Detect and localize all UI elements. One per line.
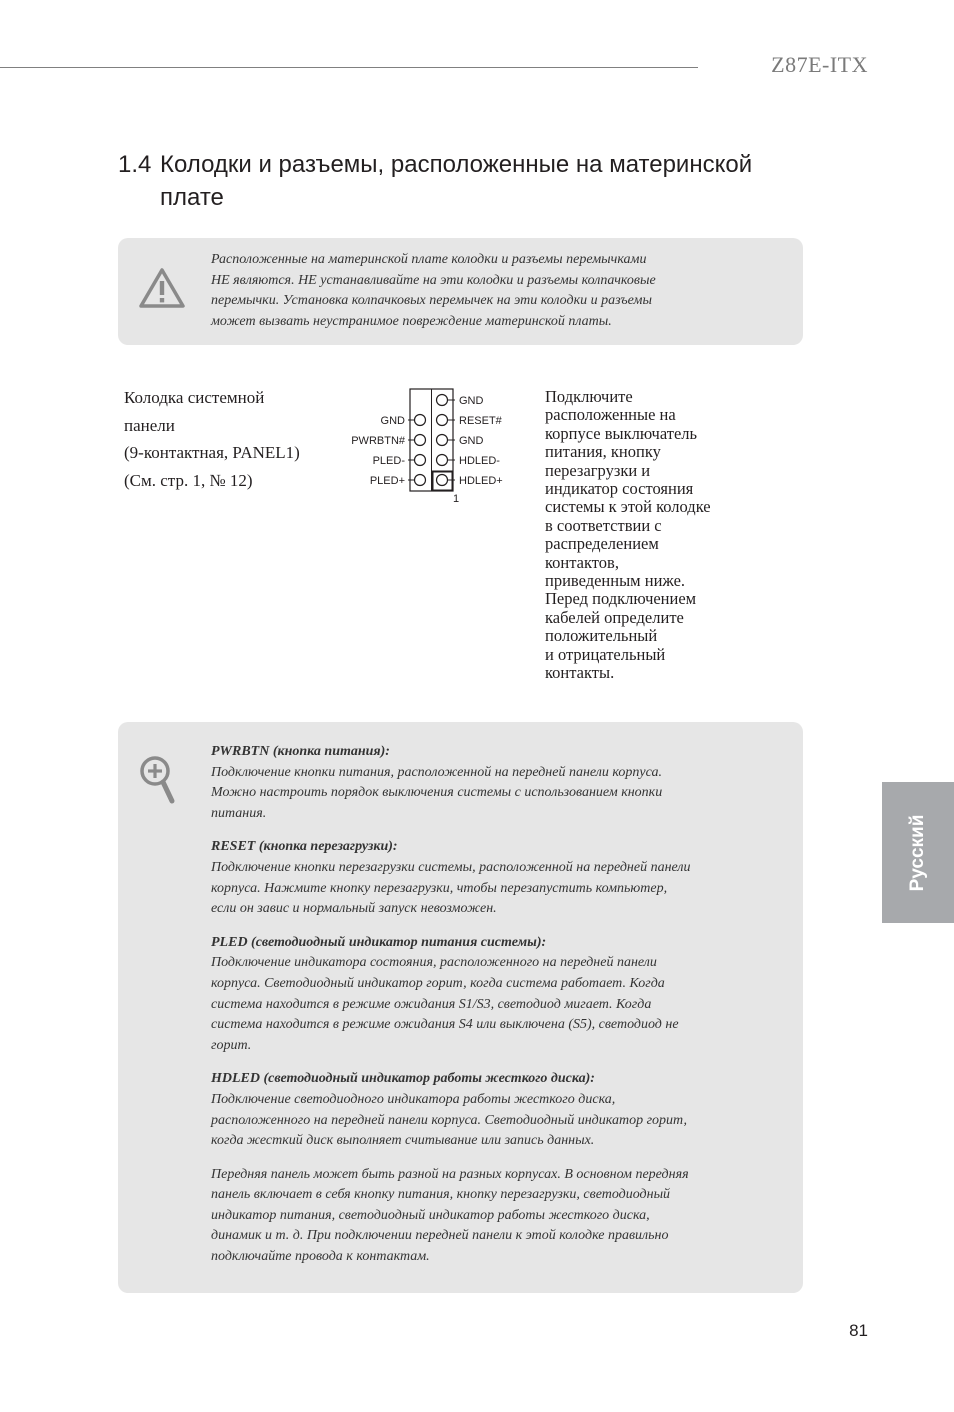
pin — [437, 455, 448, 466]
description-line: контакты. — [545, 663, 615, 683]
pin-label-right: GND — [459, 435, 484, 447]
tip-line: когда жесткий диск выполняет считывание или запись данных. — [211, 1133, 595, 1149]
warning-line: НЕ являются. НЕ устанавливайте на эти колодки и разъемы колпачковые — [211, 272, 656, 288]
warning-triangle-icon — [138, 266, 186, 315]
tip-item — [211, 742, 751, 824]
description-line: перезагрузки и — [545, 460, 651, 480]
tip-line: система находится в режиме ожидания S1/S3, светодиод мигает. Когда — [211, 996, 652, 1012]
pin — [415, 455, 426, 466]
model-name: Z87E-ITX — [771, 52, 868, 77]
pin — [415, 475, 426, 486]
pin-label-left: PLED- — [372, 455, 405, 467]
connector-label-line: (9-контактная, PANEL1) — [124, 443, 300, 462]
pin1-marker: 1 — [453, 493, 460, 505]
pin-label-right: RESET# — [459, 415, 502, 427]
tip-line: Подключение индикатора состояния, расположенного на передней панели — [211, 955, 657, 971]
tip-line: горит. — [211, 1037, 252, 1053]
section-number: 1.4 — [118, 151, 152, 178]
description-line: в соответствии с — [545, 515, 662, 535]
section-heading: Колодки и разъемы, расположенные на материнской плате — [160, 151, 753, 211]
tip-line: питания. — [211, 805, 267, 821]
tip-heading: PWRBTN (кнопка питания): — [211, 744, 390, 759]
pin — [415, 435, 426, 446]
pin-label-left: PWRBTN# — [351, 435, 405, 447]
connector-label-line: панели — [124, 415, 175, 435]
tip-line: система находится в режиме ожидания S4 или выключена (S5), светодиод не — [211, 1017, 679, 1033]
warning-line: Расположенные на материнской плате колодки и разъемы перемычками — [211, 252, 647, 267]
tip-heading: RESET (кнопка перезагрузки): — [211, 839, 398, 855]
pin-label-left: GND — [380, 415, 405, 427]
tip-line: Передняя панель может быть разной на разных корпусах. В основном передняя — [211, 1166, 689, 1182]
language-tab — [882, 782, 954, 923]
connector-label-line: Колодка системной — [124, 388, 265, 407]
magnifier-plus-icon — [138, 754, 178, 811]
tip-note — [118, 722, 803, 1293]
tip-line: подключайте провода к контактам. — [211, 1249, 430, 1265]
tip-line: Подключение светодиодного индикатора работы жесткого диска, — [211, 1091, 616, 1107]
pin — [437, 395, 448, 406]
pin-label-right: GND — [459, 395, 484, 407]
tip-item — [211, 1165, 751, 1268]
description-line: корпусе выключатель — [545, 423, 698, 443]
language-tab-label: Русский — [907, 814, 928, 891]
warning-line: перемычки. Установка колпачковых перемычек на эти колодки и разъемы — [211, 293, 652, 309]
pin-label-right: HDLED+ — [459, 475, 503, 487]
warning-note — [118, 238, 803, 345]
section-title — [118, 148, 818, 214]
description-line: системы к этой колодке — [545, 497, 711, 517]
page-number: 81 — [849, 1321, 868, 1340]
connector-label-line: (См. стр. 1, № 12) — [124, 470, 253, 490]
description-line: расположенные на — [545, 405, 676, 425]
tip-item — [211, 933, 751, 1057]
tip-line: Подключение кнопки перезагрузки системы, расположенной на передней панели — [211, 859, 691, 875]
description-line: Подключите — [545, 387, 633, 406]
connector-description — [545, 388, 745, 683]
tip-text — [211, 742, 751, 1281]
description-line: питания, кнопку — [545, 442, 661, 462]
description-line: и отрицательный — [545, 644, 666, 664]
tip-line: динамик и т. д. При подключении передней панели к этой колодке правильно — [211, 1228, 669, 1244]
warning-line: может вызвать неустранимое повреждение материнской платы. — [211, 313, 612, 329]
connector-label — [124, 384, 334, 494]
tip-item — [211, 1069, 751, 1151]
tip-line: индикатор питания, светодиодный индикатор работы жесткого диска, — [211, 1207, 650, 1223]
description-line: приведенным ниже. — [545, 571, 686, 591]
tip-line: расположенного на передней панели корпуса. Светодиодный индикатор горит, — [211, 1112, 687, 1128]
description-line: контактов, — [545, 552, 619, 572]
pin-label-right: HDLED- — [459, 455, 500, 467]
pin-label-left: PLED+ — [369, 475, 405, 487]
tip-line: корпуса. Нажмите кнопку перезагрузки, чтобы перезапустить компьютер, — [211, 880, 668, 896]
description-line: распределением — [545, 534, 659, 554]
warning-text — [211, 250, 751, 332]
pin — [415, 415, 426, 426]
tip-line: панель включает в себя кнопку питания, кнопку перезагрузки, светодиодный — [211, 1187, 671, 1203]
tip-line: Подключение кнопки питания, расположенной на передней панели корпуса. — [211, 764, 662, 780]
tip-item — [211, 837, 751, 919]
tip-heading: HDLED (светодиодный индикатор работы жесткого диска): — [211, 1071, 595, 1087]
tip-line: корпуса. Светодиодный индикатор горит, когда система работает. Когда — [211, 975, 665, 991]
pin — [437, 435, 448, 446]
tip-line: Можно настроить порядок выключения системы с использованием кнопки — [211, 785, 663, 801]
pin — [437, 415, 448, 426]
header-rule — [0, 67, 698, 68]
description-line: Перед подключением — [545, 589, 697, 609]
tip-line: если он завис и нормальный запуск невозможен. — [211, 901, 497, 917]
tip-heading: PLED (светодиодный индикатор питания системы): — [211, 934, 547, 950]
description-line: индикатор состояния — [545, 479, 694, 499]
description-line: кабелей определите — [545, 607, 684, 627]
description-line: положительный — [545, 626, 658, 646]
panel1-pin-diagram — [338, 386, 518, 506]
pin — [437, 475, 448, 486]
